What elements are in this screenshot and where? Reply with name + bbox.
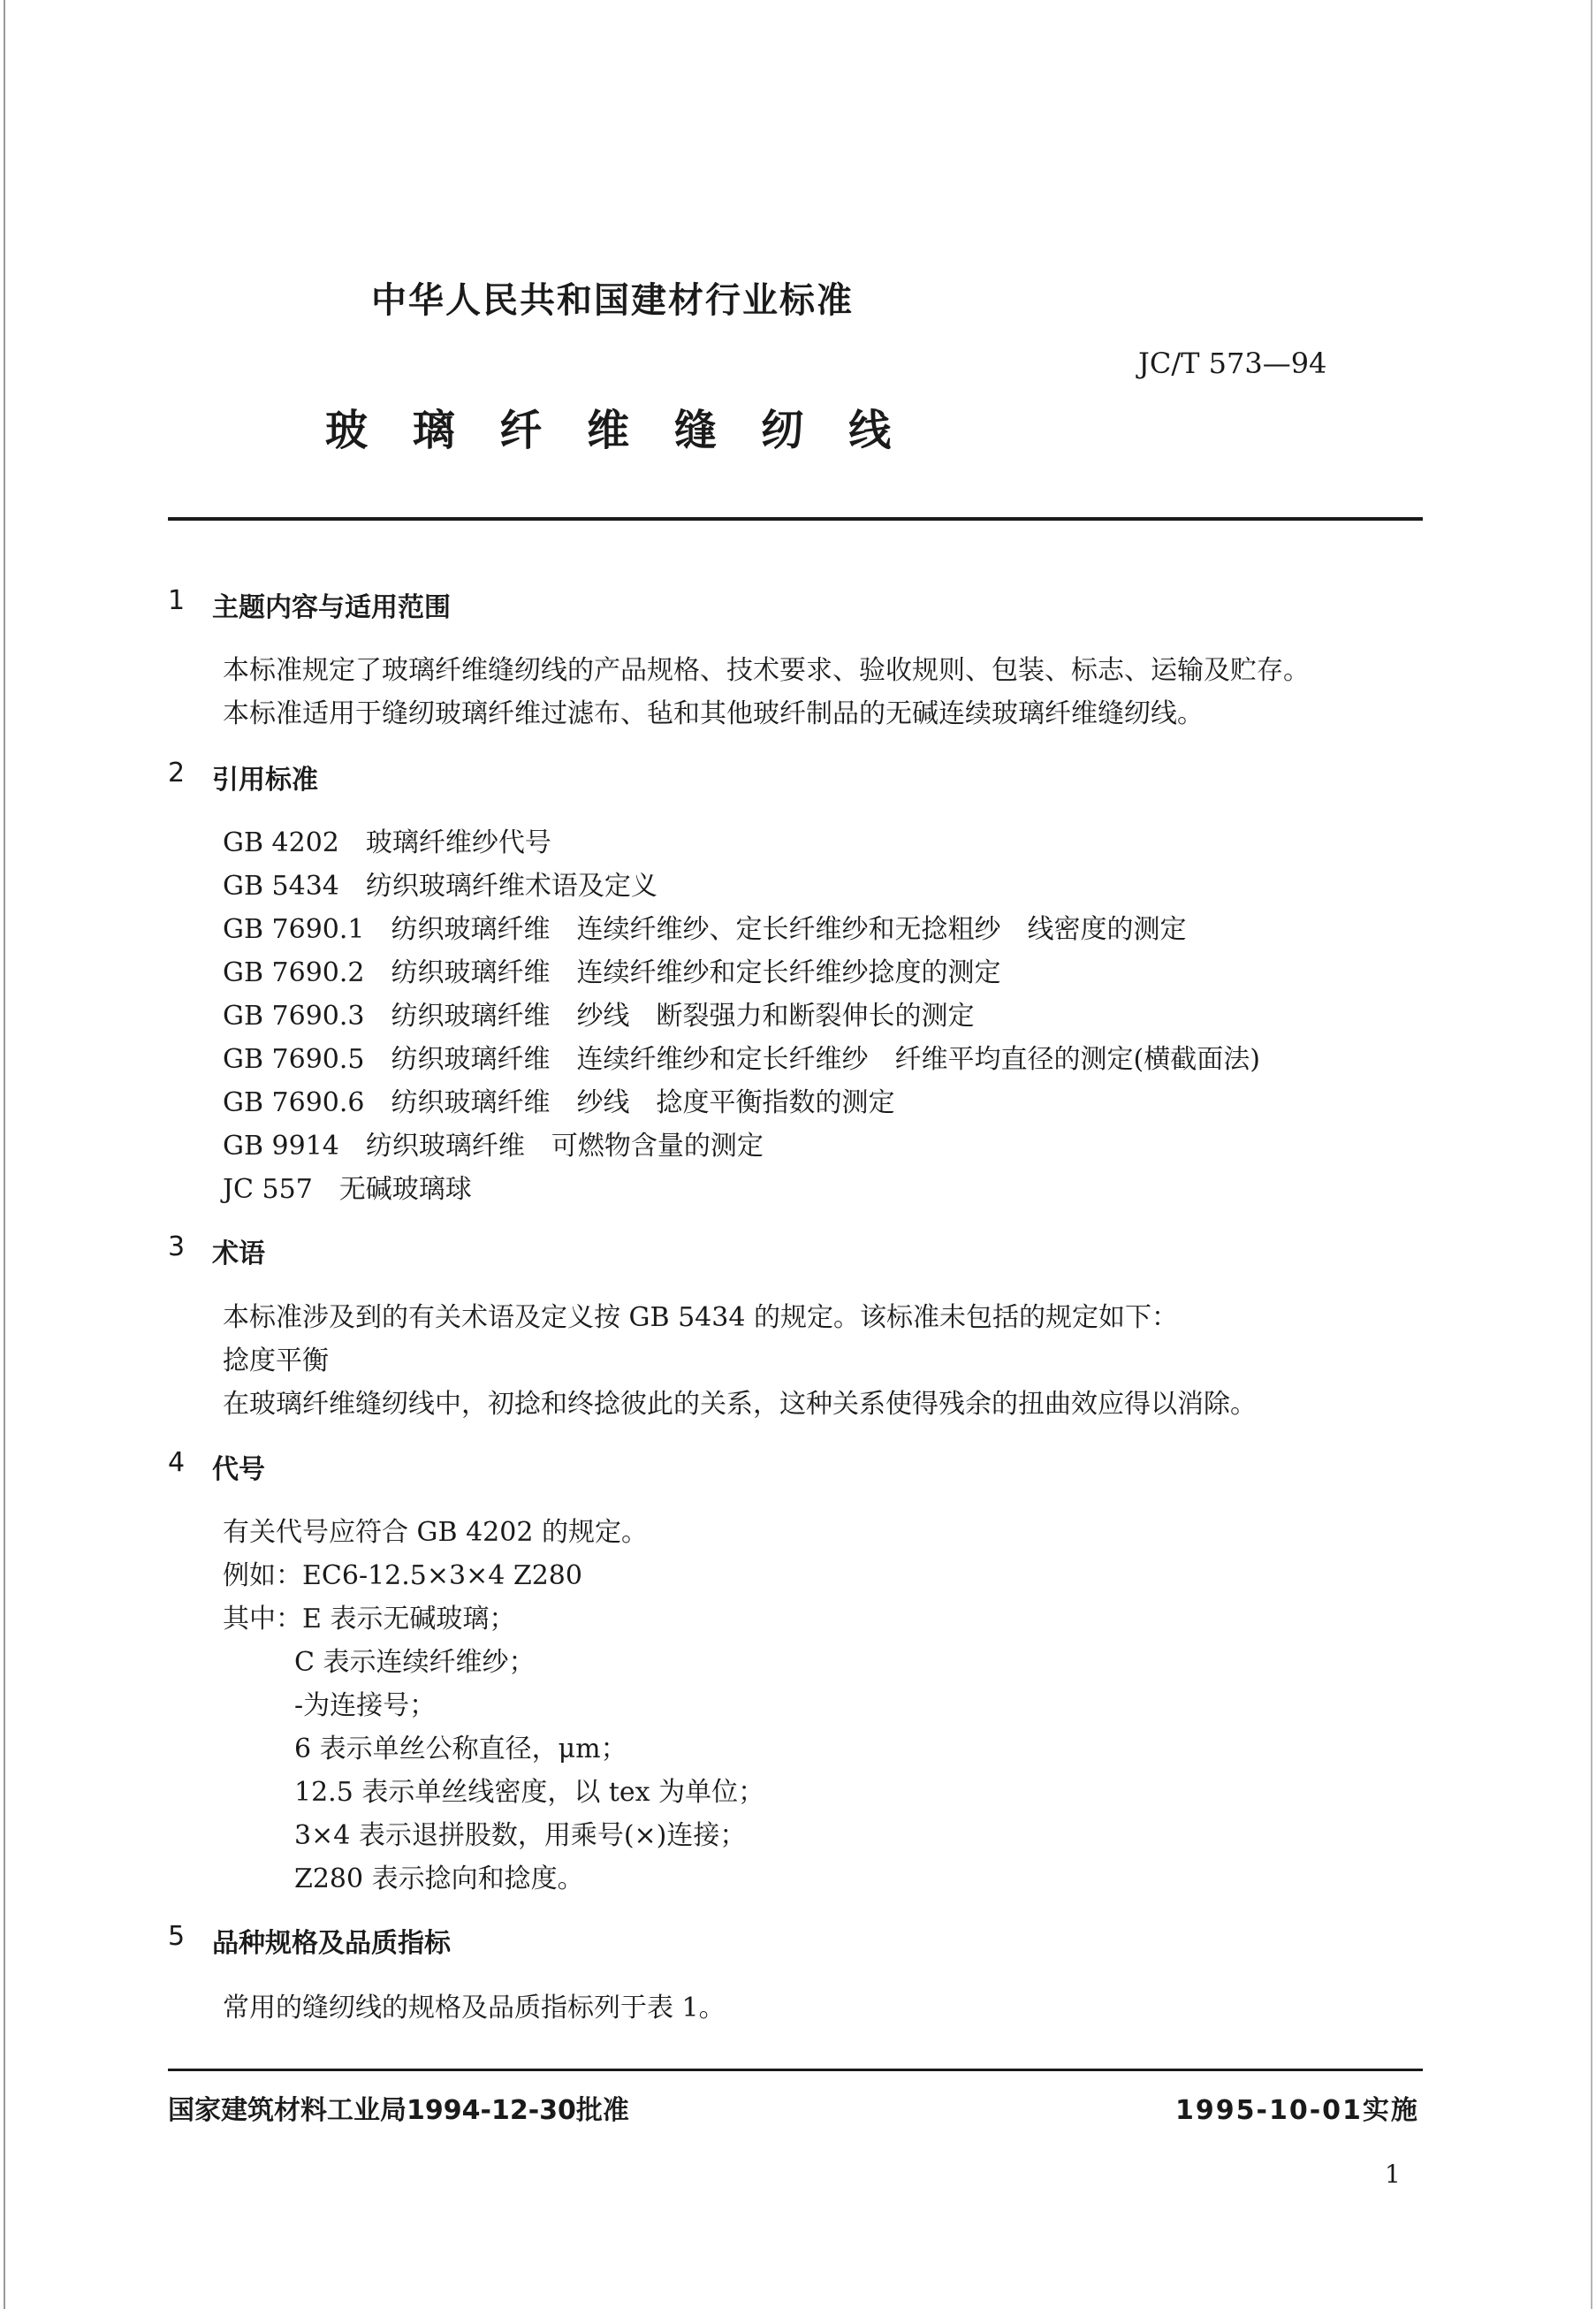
reference-item [223,864,657,903]
code-example: 例如：EC6-12.5×3×4 Z280 [223,1560,582,1591]
section-title: 主题内容与适用范围 [212,592,451,623]
term-definition: 在玻璃纤维缝纫线中，初捻和终捻彼此的关系，这种关系使得残余的扭曲效应得以消除。 [223,1389,1257,1420]
reference-name: 纺织玻璃纤维 连续纤维纱、定长纤维纱和无捻粗纱 线密度的测定 [391,914,1187,945]
reference-name: 纺织玻璃纤维 纱线 断裂强力和断裂伸长的测定 [391,1001,975,1032]
reference-code: GB 5434 [223,871,339,902]
term-heading: 捻度平衡 [223,1345,329,1376]
reference-code: GB 7690.1 [223,914,365,945]
reference-item [223,820,551,859]
standard-number: JC/T 573—94 [1138,347,1327,380]
approval-note: 国家建筑材料工业局1994-12-30批准 [168,2095,629,2126]
reference-item [223,1080,895,1119]
section-title: 品种规格及品质指标 [212,1928,451,1959]
reference-name: 纺织玻璃纤维 连续纤维纱和定长纤维纱 纤维平均直径的测定(横截面法) [391,1044,1260,1075]
body-line: 本标准适用于缝纫玻璃纤维过滤布、毡和其他玻纤制品的无碱连续玻璃纤维缝纫线。 [223,698,1204,729]
reference-code: JC 557 [223,1174,313,1205]
reference-code: GB 9914 [223,1131,339,1162]
reference-item [223,994,975,1033]
page-number: 1 [1385,2160,1401,2189]
reference-code: GB 4202 [223,827,339,858]
section-number: 4 [168,1447,186,1478]
reference-name: 玻璃纤维纱代号 [365,827,551,858]
section-number: 3 [168,1231,186,1262]
reference-code: GB 7690.6 [223,1087,365,1118]
page-edge-right [1591,0,1592,2309]
header-rule [168,517,1423,521]
body-line: 常用的缝纫线的规格及品质指标列于表 1。 [223,1993,726,2023]
reference-name: 纺织玻璃纤维 纱线 捻度平衡指数的测定 [391,1087,895,1118]
reference-code: GB 7690.2 [223,957,365,988]
reference-name: 纺织玻璃纤维 连续纤维纱和定长纤维纱捻度的测定 [391,957,1001,988]
reference-code: GB 7690.3 [223,1001,365,1032]
body-line: 本标准涉及到的有关术语及定义按 GB 5434 的规定。该标准未包括的规定如下： [223,1302,1178,1333]
body-line: 本标准规定了玻璃纤维缝纫线的产品规格、技术要求、验收规则、包装、标志、运输及贮存。 [223,655,1310,686]
footer-rule [168,2069,1423,2071]
reference-name: 纺织玻璃纤维 可燃物含量的测定 [365,1131,764,1162]
code-explanation: -为连接号； [294,1690,437,1721]
reference-item [223,1037,1260,1076]
code-explanation: 6 表示单丝公称直径，μm； [294,1734,627,1764]
reference-name: 纺织玻璃纤维术语及定义 [365,871,657,902]
code-explanation: 12.5 表示单丝线密度，以 tex 为单位； [294,1777,765,1808]
reference-name: 无碱玻璃球 [338,1174,472,1205]
document-title: 玻 璃 纤 维 缝 纫 线 [325,406,895,455]
org-title: 中华人民共和国建材行业标准 [371,280,854,321]
reference-item [223,950,1001,989]
reference-code: GB 7690.5 [223,1044,365,1075]
code-explanation: Z280 表示捻向和捻度。 [294,1863,584,1894]
code-explanation: C 表示连续纤维纱； [294,1647,536,1678]
page-edge-left [4,0,5,2309]
body-line: 有关代号应符合 GB 4202 的规定。 [223,1517,648,1548]
section-title: 代号 [212,1454,265,1485]
section-title: 引用标准 [212,765,318,796]
effective-date: 1995-10-01实施 [1175,2095,1419,2126]
reference-item [223,907,1187,946]
code-explanation: 其中：E 表示无碱玻璃； [223,1604,516,1635]
code-explanation: 3×4 表示退拼股数，用乘号(×)连接； [294,1820,747,1851]
reference-item [223,1167,472,1206]
section-title: 术语 [212,1238,265,1269]
reference-item [223,1124,764,1162]
section-number: 2 [168,758,186,789]
section-number: 1 [168,585,186,616]
section-number: 5 [168,1921,186,1952]
